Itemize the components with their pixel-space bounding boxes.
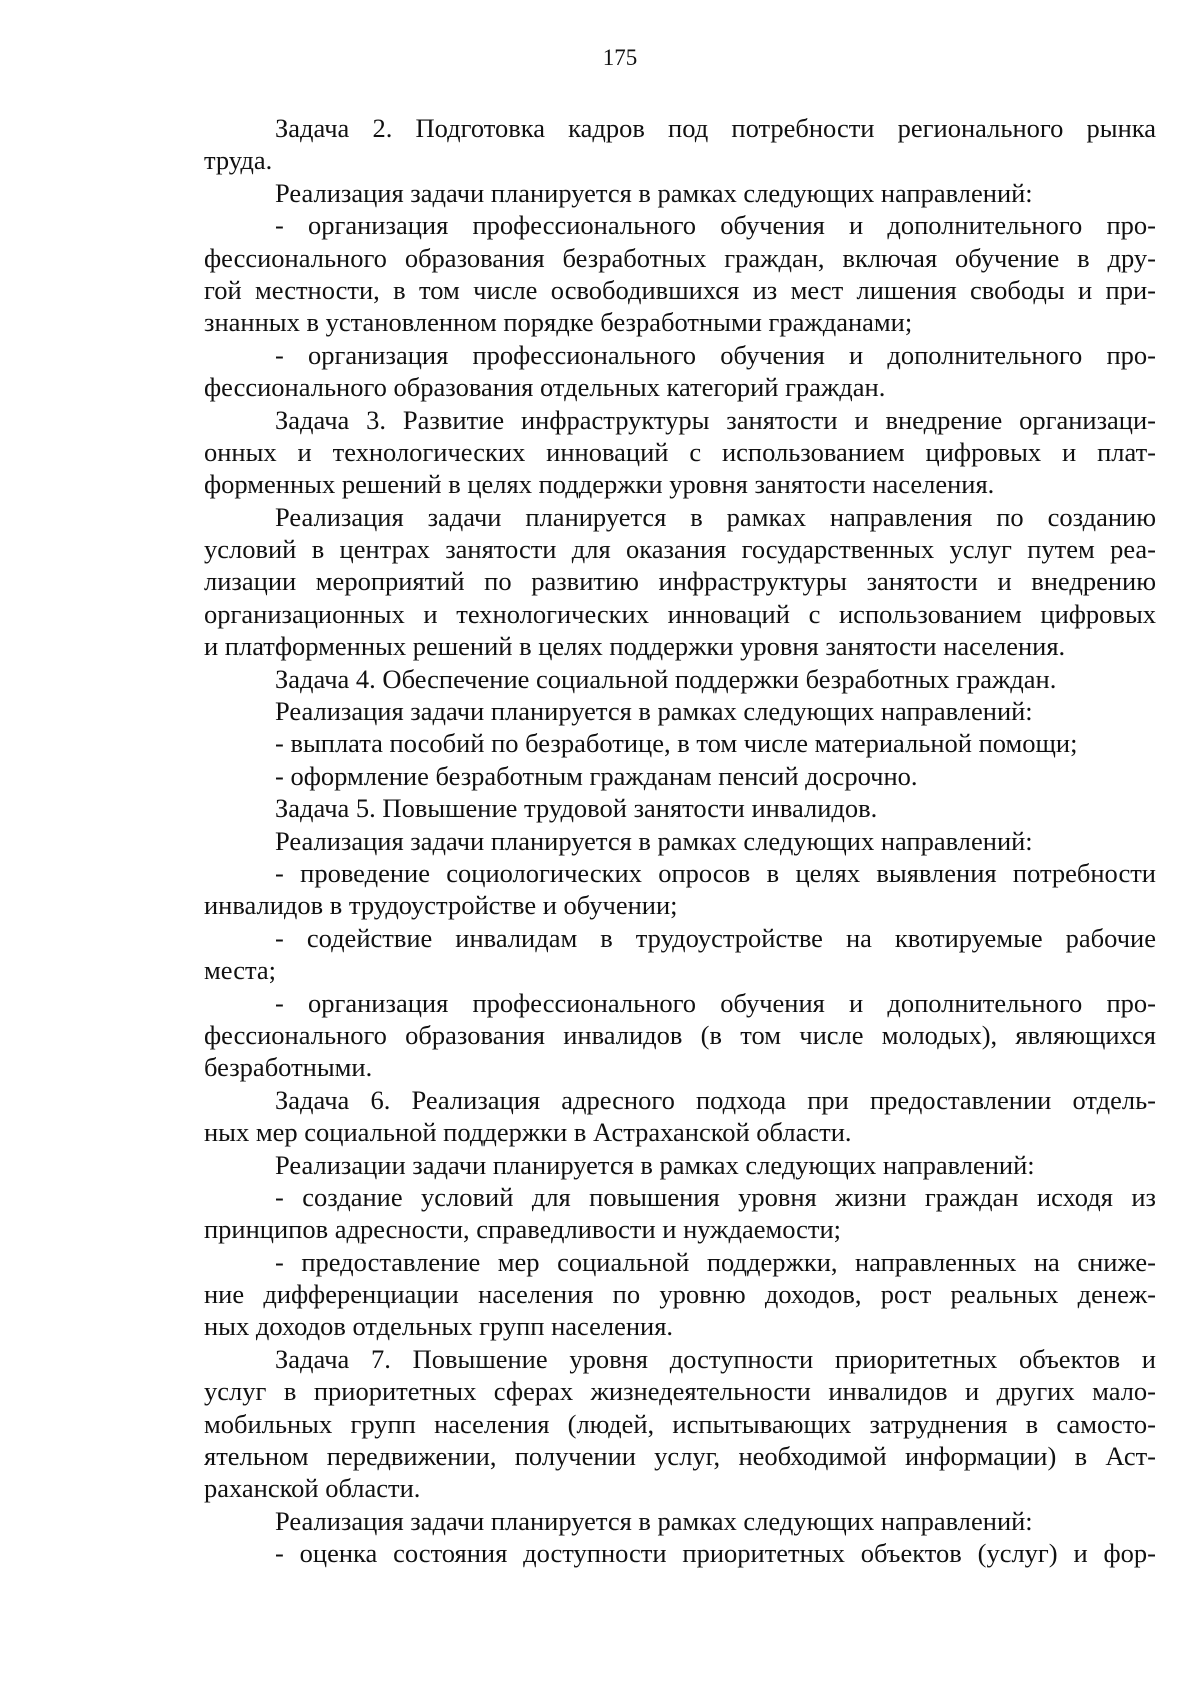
text-line: Задача 4. Обеспечение социальной поддержки безработных граждан. — [275, 663, 1057, 694]
text-line: Задача 6. Реализация адресного подхода при предоставлении отдель- — [275, 1084, 1156, 1115]
text-line: - оформление безработным гражданам пенсий досрочно. — [275, 760, 918, 791]
text-line: мобильных групп населения (людей, испытывающих затруднения в самосто- — [204, 1408, 1156, 1439]
text-line: фессионального образования отдельных категорий граждан. — [204, 372, 886, 403]
text-line: - организация профессионального обучения и дополнительного про- — [275, 339, 1156, 370]
text-line: Задача 3. Развитие инфраструктуры занятости и внедрение организаци- — [275, 404, 1156, 435]
text-line: принципов адресности, справедливости и нуждаемости; — [204, 1214, 842, 1245]
text-line: условий в центрах занятости для оказания государственных услуг путем реа- — [204, 534, 1156, 565]
text-line: Задача 7. Повышение уровня доступности приоритетных объектов и — [275, 1343, 1156, 1374]
text-line: ных доходов отдельных групп населения. — [204, 1311, 674, 1342]
text-line: фессионального образования безработных граждан, включая обучение в дру- — [204, 242, 1156, 273]
text-line: ние дифференциации населения по уровню доходов, рост реальных денеж- — [204, 1279, 1156, 1310]
text-line: услуг в приоритетных сферах жизнедеятельности инвалидов и других мало- — [204, 1376, 1156, 1407]
text-line: - организация профессионального обучения и дополнительного про- — [275, 210, 1156, 241]
text-line: Реализация задачи планируется в рамках направления по созданию — [275, 501, 1156, 532]
text-line: лизации мероприятий по развитию инфраструктуры занятости и внедрению — [204, 566, 1156, 597]
text-line: труда. — [204, 145, 273, 176]
text-line: безработными. — [204, 1052, 373, 1083]
text-line: Задача 5. Повышение трудовой занятости инвалидов. — [275, 793, 878, 824]
text-line: ятельном передвижении, получении услуг, необходимой информации) в Аст- — [204, 1441, 1156, 1472]
text-line: Реализация задачи планируется в рамках следующих направлений: — [275, 177, 1033, 208]
text-line: фессионального образования инвалидов (в том числе молодых), являющихся — [204, 1019, 1156, 1050]
text-line: ных мер социальной поддержки в Астраханской области. — [204, 1117, 852, 1148]
text-line: - организация профессионального обучения и дополнительного про- — [275, 987, 1156, 1018]
text-line: Реализация задачи планируется в рамках следующих направлений: — [275, 825, 1033, 856]
text-line: - выплата пособий по безработице, в том числе материальной помощи; — [275, 728, 1078, 759]
text-line: - предоставление мер социальной поддержки, направленных на сниже- — [275, 1246, 1156, 1277]
text-line: Реализации задачи планируется в рамках следующих направлений: — [275, 1149, 1035, 1180]
text-line: Реализация задачи планируется в рамках следующих направлений: — [275, 1505, 1033, 1536]
text-line: форменных решений в целях поддержки уровня занятости населения. — [204, 469, 995, 500]
document-body — [204, 112, 1156, 1570]
text-line: - оценка состояния доступности приоритетных объектов (услуг) и фор- — [275, 1538, 1156, 1569]
text-line: - создание условий для повышения уровня жизни граждан исходя из — [275, 1181, 1156, 1212]
text-line: места; — [204, 955, 276, 986]
page-number: 175 — [602, 45, 638, 70]
text-line: - содействие инвалидам в трудоустройстве на квотируемые рабочие — [275, 922, 1156, 953]
text-line: Реализация задачи планируется в рамках следующих направлений: — [275, 696, 1033, 727]
text-line: организационных и технологических инноваций с использованием цифровых — [204, 598, 1156, 629]
text-line: раханской области. — [204, 1473, 421, 1504]
text-line: онных и технологических инноваций с использованием цифровых и плат- — [204, 436, 1156, 467]
text-line: Задача 2. Подготовка кадров под потребности регионального рынка — [275, 113, 1156, 143]
text-line: - проведение социологических опросов в целях выявления потребности — [275, 857, 1156, 888]
text-line: гой местности, в том числе освободившихся из мест лишения свободы и при- — [204, 274, 1156, 305]
text-line: инвалидов в трудоустройстве и обучении; — [204, 890, 678, 921]
text-line: знанных в установленном порядке безработными гражданами; — [204, 307, 913, 338]
text-line: и платформенных решений в целях поддержки уровня занятости населения. — [204, 631, 1066, 662]
